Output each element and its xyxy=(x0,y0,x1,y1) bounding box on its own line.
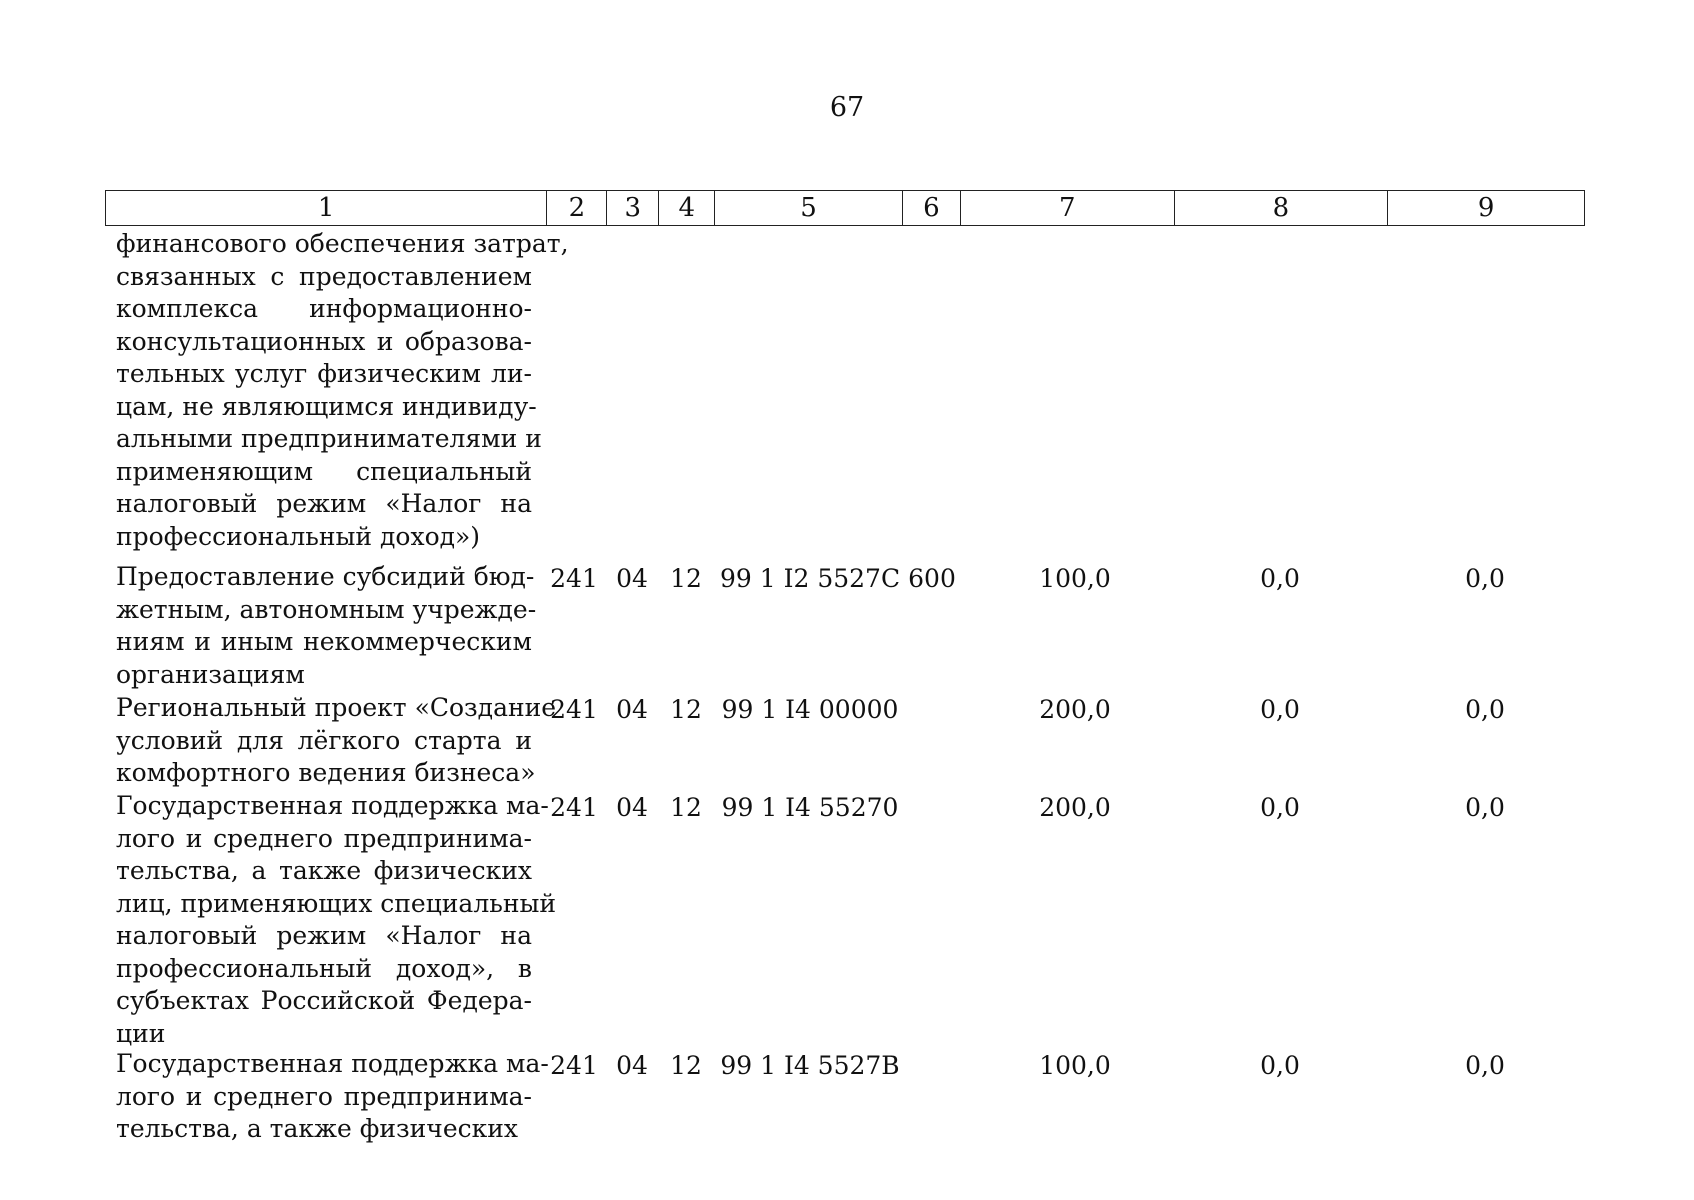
cell-c5: 99 1 I2 5527С xyxy=(720,564,901,593)
description-line: лого и среднего предпринима- xyxy=(116,823,532,853)
row-description xyxy=(116,790,557,1050)
header-col-6: 6 xyxy=(903,191,961,225)
cell-c7: 200,0 xyxy=(1039,695,1111,724)
cell-c9: 0,0 xyxy=(1465,564,1505,593)
description-line: налоговый режим «Налог на xyxy=(116,921,532,950)
cell-c9: 0,0 xyxy=(1465,695,1505,724)
cell-c7: 200,0 xyxy=(1039,793,1111,822)
description-line: Предоставление субсидий бюд- xyxy=(116,562,535,591)
table-header xyxy=(105,190,1585,226)
description-line: комфортного ведения бизнеса» xyxy=(116,758,536,787)
description-line: альными предпринимателями и xyxy=(116,424,542,453)
description-line: консультационных и образова- xyxy=(116,326,532,356)
cell-c8: 0,0 xyxy=(1260,564,1300,593)
cell-c6: 600 xyxy=(908,564,956,593)
cell-c4: 12 xyxy=(670,564,702,593)
description-line: субъектах Российской Федера- xyxy=(116,986,532,1015)
cell-c9: 0,0 xyxy=(1465,1051,1505,1080)
description-line: комплекса информационно- xyxy=(116,294,532,323)
description-line: ниям и иным некоммерческим xyxy=(116,627,532,656)
header-col-9: 9 xyxy=(1477,193,1495,223)
cell-c5: 99 1 I4 55270 xyxy=(721,793,899,822)
description-line: цам, не являющимся индивиду- xyxy=(116,391,537,421)
cell-c4: 12 xyxy=(670,695,702,724)
description-line: жетным, автономным учрежде- xyxy=(116,594,537,624)
description-line: организациям xyxy=(116,659,305,689)
header-col-7: 7 xyxy=(961,191,1175,225)
cell-c4: 12 xyxy=(670,793,702,822)
description-line: тельных услуг физическим ли- xyxy=(116,359,532,388)
cell-c5: 99 1 I4 00000 xyxy=(721,695,899,724)
cell-c7: 100,0 xyxy=(1039,1051,1111,1080)
row-description xyxy=(116,692,557,790)
description-line: лого и среднего предпринима- xyxy=(116,1081,532,1111)
description-line: лиц, применяющих специальный xyxy=(116,888,557,918)
row-description xyxy=(116,228,569,553)
header-col-8: 8 xyxy=(1175,191,1389,225)
description-line: тельства, а также физических xyxy=(116,856,532,885)
cell-c4: 12 xyxy=(670,1051,702,1080)
description-line: профессиональный доход», в xyxy=(116,953,532,983)
cell-c3: 04 xyxy=(616,1051,648,1080)
description-line: Государственная поддержка ма- xyxy=(116,791,549,820)
cell-c3: 04 xyxy=(616,793,648,822)
cell-c8: 0,0 xyxy=(1260,1051,1300,1080)
cell-c8: 0,0 xyxy=(1260,695,1300,724)
description-line: условий для лёгкого старта и xyxy=(116,725,532,755)
cell-c7: 100,0 xyxy=(1039,564,1111,593)
cell-c2: 241 xyxy=(550,1051,598,1080)
row-description xyxy=(116,561,537,691)
cell-c5: 99 1 I4 5527В xyxy=(720,1051,900,1080)
header-col-1: 1 xyxy=(106,191,547,225)
header-col-2: 2 xyxy=(547,191,607,225)
header-col-3: 3 xyxy=(607,191,659,225)
description-line: связанных с предоставлением xyxy=(116,261,532,291)
description-line: применяющим специальный xyxy=(116,456,532,486)
cell-c9: 0,0 xyxy=(1465,793,1505,822)
description-line: профессиональный доход») xyxy=(116,521,481,551)
description-line: ции xyxy=(116,1018,166,1048)
description-line: налоговый режим «Налог на xyxy=(116,489,532,518)
cell-c3: 04 xyxy=(616,564,648,593)
page-number: 67 xyxy=(829,92,865,123)
header-col-4: 4 xyxy=(659,191,715,225)
row-description xyxy=(116,1048,549,1146)
description-line: тельства, а также физических xyxy=(116,1114,519,1143)
description-line: финансового обеспечения затрат, xyxy=(116,229,569,258)
cell-c8: 0,0 xyxy=(1260,793,1300,822)
header-col-5: 5 xyxy=(715,191,903,225)
cell-c2: 241 xyxy=(550,793,598,822)
description-line: Региональный проект «Создание xyxy=(116,693,557,722)
cell-c2: 241 xyxy=(550,564,598,593)
cell-c2: 241 xyxy=(550,695,598,724)
description-line: Государственная поддержка ма- xyxy=(116,1049,549,1078)
cell-c3: 04 xyxy=(616,695,648,724)
